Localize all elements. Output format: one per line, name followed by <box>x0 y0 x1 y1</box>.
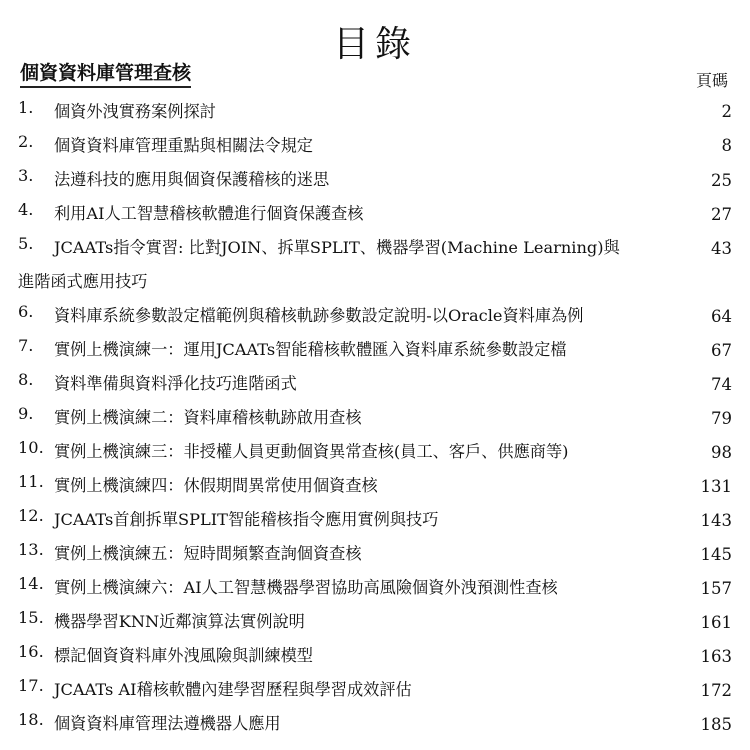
toc-item-title: JCAATs指令實習: 比對JOIN、拆單SPLIT、機器學習(Machine Learning)與 <box>54 238 620 257</box>
toc-item-number: 14. <box>18 574 44 593</box>
toc-item-page: 25 <box>711 171 732 190</box>
toc-item-title: 法遵科技的應用與個資保護稽核的迷思 <box>54 170 330 189</box>
toc-item-number: 6. <box>18 302 34 321</box>
toc-item-number: 2. <box>18 132 34 151</box>
toc-item-page: 172 <box>700 681 732 700</box>
toc-item-page: 157 <box>700 579 732 598</box>
toc-item-title: 實例上機演練六：AI人工智慧機器學習協助高風險個資外洩預測性查核 <box>54 578 558 597</box>
toc-item-page: 43 <box>711 239 732 258</box>
toc-item-page: 74 <box>711 375 732 394</box>
toc-item-title: 利用AI人工智慧稽核軟體進行個資保護查核 <box>54 204 364 223</box>
toc-item-number: 9. <box>18 404 34 423</box>
toc-item-number: 3. <box>18 166 34 185</box>
toc-item-number: 8. <box>18 370 34 389</box>
toc-item-number: 4. <box>18 200 34 219</box>
toc-item-page: 145 <box>700 545 732 564</box>
toc-item-page: 64 <box>711 307 732 326</box>
toc-item-number: 18. <box>18 710 44 729</box>
toc-item-title: 個資資料庫管理重點與相關法令規定 <box>54 136 313 155</box>
toc-item-number: 12. <box>18 506 44 525</box>
toc-item-number: 16. <box>18 642 44 661</box>
toc-item-number: 13. <box>18 540 44 559</box>
toc-item-page: 143 <box>700 511 732 530</box>
toc-item-title: JCAATs首創拆單SPLIT智能稽核指令應用實例與技巧 <box>54 510 439 529</box>
toc-item-title: 實例上機演練四：休假期間異常使用個資查核 <box>54 476 378 495</box>
toc-item-title: 實例上機演練二：資料庫稽核軌跡啟用查核 <box>54 408 362 427</box>
toc-item-number: 5. <box>18 234 34 253</box>
toc-item-page: 161 <box>700 613 732 632</box>
toc-item-page: 185 <box>700 715 732 734</box>
toc-item-page: 98 <box>711 443 732 462</box>
toc-item-title: 實例上機演練三：非授權人員更動個資異常查核(員工、客戶、供應商等) <box>54 442 569 461</box>
toc-item-number: 7. <box>18 336 34 355</box>
section-heading: 個資資料庫管理查核 <box>20 58 191 88</box>
toc-item-title: 機器學習KNN近鄰演算法實例說明 <box>54 612 305 631</box>
toc-item-page: 163 <box>700 647 732 666</box>
toc-item-number: 11. <box>18 472 44 491</box>
page-title: 目錄 <box>332 24 417 65</box>
toc-item-number: 17. <box>18 676 44 695</box>
toc-item-title: 標記個資資料庫外洩風險與訓練模型 <box>54 646 313 665</box>
toc-item-title: 實例上機演練五：短時間頻繁查詢個資查核 <box>54 544 362 563</box>
page-number-header: 頁碼 <box>695 71 728 90</box>
toc-item-page: 131 <box>700 477 732 496</box>
toc-item-number: 10. <box>18 438 44 457</box>
toc-item-title: 資料庫系統參數設定檔範例與稽核軌跡參數設定說明-以Oracle資料庫為例 <box>54 306 584 325</box>
toc-item-title: JCAATs AI稽核軟體內建學習歷程與學習成效評估 <box>54 680 412 699</box>
toc-item-page: 79 <box>711 409 732 428</box>
toc-item-title: 個資外洩實務案例探討 <box>54 102 216 121</box>
toc-item-page: 67 <box>711 341 732 360</box>
toc-item-title: 資料準備與資料淨化技巧進階函式 <box>54 374 297 393</box>
toc-item-page: 27 <box>711 205 732 224</box>
toc-item-page: 8 <box>721 136 732 155</box>
toc-item-title-continued: 進階函式應用技巧 <box>18 272 148 291</box>
toc-item-number: 15. <box>18 608 44 627</box>
toc-item-number: 1. <box>18 98 34 117</box>
toc-item-title: 實例上機演練一：運用JCAATs智能稽核軟體匯入資料庫系統參數設定檔 <box>54 340 567 359</box>
toc-item-title: 個資資料庫管理法遵機器人應用 <box>54 714 281 733</box>
toc-item-page: 2 <box>721 102 732 121</box>
